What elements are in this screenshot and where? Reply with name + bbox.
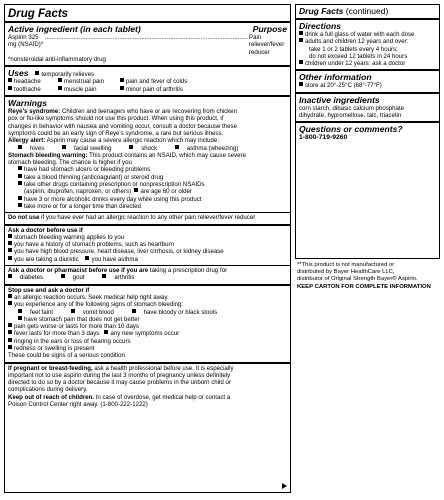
- active-ingredient-row: [8, 34, 287, 56]
- list-item: [8, 234, 287, 241]
- bullet-icon: [8, 338, 12, 342]
- uses-item: [120, 86, 287, 93]
- pregnancy-section: [5, 362, 290, 411]
- warnings-heading: Warnings: [8, 98, 47, 109]
- bullet-icon: [18, 174, 22, 178]
- list-item: [8, 294, 287, 301]
- active-ingredient-section: [5, 21, 290, 65]
- text-line: taking a prescription drug for: [148, 267, 228, 275]
- other-info-heading: Other information: [299, 72, 372, 83]
- bullet-icon: [8, 248, 12, 252]
- text-line: directed to do so by a doctor because it may cause problems in the unborn child or: [8, 379, 231, 387]
- bullet-icon: [299, 60, 303, 64]
- text-line: fever lasts for more than 3 days: [14, 330, 100, 338]
- list-item: [18, 174, 287, 181]
- purpose-value: Pain reliever/fever reducer: [249, 34, 285, 56]
- list-item: [8, 301, 287, 308]
- text-line: facial swelling: [73, 144, 112, 152]
- questions-heading: Questions or comments?: [299, 124, 403, 135]
- text-line: Aspirin may cause a severe allergic reaction which may include:: [45, 137, 220, 145]
- text-line: Stomach bleeding warning:: [8, 151, 88, 159]
- text-line: complications during delivery.: [8, 386, 88, 394]
- bullet-icon: [58, 86, 62, 90]
- list-item: [8, 330, 287, 337]
- list-item: [8, 248, 287, 255]
- list-item: [18, 188, 287, 195]
- text-line: have 3 or more alcoholic drinks every day while using this product: [24, 195, 202, 203]
- text-line: stomach bleeding warning applies to you: [14, 233, 125, 241]
- text-line: KEEP CARTON FOR COMPLETE INFORMATION: [297, 283, 431, 290]
- drug-facts-continued-panel: [295, 4, 440, 259]
- text-span: [8, 274, 287, 281]
- text-line: headache: [14, 78, 41, 86]
- text-line: drink a full glass of water with each dose: [305, 31, 415, 38]
- bullet-icon: [8, 301, 12, 305]
- bullet-icon: [120, 86, 124, 90]
- text-line: Poison Control Center right away. (1-800-222-1222): [8, 401, 148, 409]
- directions-heading: Directions: [299, 21, 342, 31]
- inactive-ingredients-section: [296, 92, 439, 122]
- text-line: distributed by Bayer HealthCare LLC,: [297, 269, 395, 276]
- text-line: asthma (wheezing): [186, 144, 239, 152]
- text-line: vomit blood: [82, 308, 114, 316]
- uses-item: [58, 78, 114, 85]
- text-line: important not to use aspirin during the last 3 months of pregnancy unless definitely: [8, 371, 231, 379]
- text-line: In case of overdose, get medical help or contact a: [94, 393, 231, 401]
- text-span: [8, 267, 287, 274]
- list-item: [8, 345, 287, 352]
- directions-section: [296, 18, 439, 69]
- text-line: Ask a doctor or pharmacist before use if you are: [8, 267, 149, 275]
- text-span: [175, 145, 246, 152]
- bullet-icon: [8, 256, 12, 260]
- bullet-icon: [8, 323, 12, 327]
- text-line: Do not use: [8, 214, 40, 222]
- text-line: stomach bleeding. The chance is higher if you: [8, 159, 132, 167]
- list-item: [18, 196, 287, 203]
- text-line: pain gets worse or lasts for more than 10 days: [14, 323, 139, 331]
- text-line: Keep out of reach of children.: [8, 393, 94, 401]
- text-line: Drug Facts: [299, 6, 344, 16]
- bullet-icon: [120, 78, 124, 82]
- text-line: you have high blood pressure, heart disease, liver cirrhosis, or kidney disease: [14, 248, 224, 256]
- bullet-icon: [35, 71, 39, 75]
- uses-intro: temporarily relieves: [41, 71, 95, 79]
- bullet-icon: [8, 86, 12, 90]
- nsaid-footnote: *nonsteroidal anti-inflammatory drug: [8, 55, 106, 63]
- list-item: [8, 338, 287, 345]
- text-line: an allergic reaction occurs. Seek medical help right away.: [14, 293, 169, 301]
- uses-item: [8, 86, 52, 93]
- drug-facts-panel: [4, 4, 291, 493]
- allergy-alert: [8, 137, 287, 144]
- text-line: you experience any of the following signs of stomach bleeding:: [14, 301, 184, 309]
- text-line: shock: [141, 144, 158, 152]
- other-info-section: [296, 69, 439, 91]
- allergy-symptoms: [8, 145, 287, 152]
- text-line: adults and children 12 years and over:: [305, 38, 409, 46]
- bleeding-signs: [8, 309, 287, 316]
- bullet-icon: [18, 166, 22, 170]
- text-line: changes in behavior with nausea and vomiting occur, consult a doctor because these: [8, 122, 237, 130]
- text-line: redness or swelling is present: [14, 344, 95, 352]
- text-line: you have asthma: [91, 255, 138, 263]
- text-span: [18, 145, 52, 152]
- list-item: [18, 203, 287, 210]
- panel-title: [296, 5, 439, 18]
- list-item: [299, 60, 436, 67]
- text-line: if you have ever had an allergic reaction to any other pain reliever/fever reducer: [39, 214, 256, 222]
- text-line: (aspirin, ibuprofen, naproxen, or others): [24, 188, 132, 196]
- stop-use-note: These could be signs of a serious condition: [8, 352, 125, 360]
- text-span: [129, 145, 165, 152]
- text-line: minor pain of arthritis: [126, 85, 183, 93]
- bullet-icon: [18, 196, 22, 200]
- active-ingredient-name: Aspirin 325 mg (NSAID)*: [8, 34, 44, 49]
- text-span: ........................................................................................................................: [44, 34, 248, 41]
- text-line: you are taking a diuretic: [14, 255, 79, 263]
- bullet-icon: [58, 78, 62, 82]
- text-span: [8, 68, 287, 78]
- text-span: [18, 309, 61, 316]
- inactive-heading: Inactive ingredients: [299, 94, 380, 105]
- purpose-heading: Purpose: [252, 24, 287, 34]
- text-line: This product contains an NSAID, which may cause severe: [87, 151, 246, 159]
- text-line: muscle pain: [64, 85, 97, 93]
- text-line: distributor of Original Strength Bayer® Aspirin.: [297, 276, 418, 283]
- warnings-section: [5, 95, 290, 212]
- stop-use-heading: Stop use and ask a doctor if: [8, 286, 90, 294]
- bullet-icon: [18, 181, 22, 185]
- bleeding-list: [8, 166, 287, 210]
- bullet-icon: [175, 145, 179, 149]
- list-item: [8, 323, 287, 330]
- text-line: symptoms could be an early sign of Reye's syndrome, a rare but serious illness.: [8, 129, 224, 137]
- text-line: have bloody or black stools: [143, 308, 218, 316]
- keep-out-of-reach: [8, 394, 287, 401]
- bullet-icon: [129, 145, 133, 149]
- list-item: [8, 316, 287, 323]
- text-span: [8, 274, 51, 281]
- bullet-icon: [18, 309, 22, 313]
- text-line: diabetes: [20, 274, 44, 282]
- text-span: [71, 309, 122, 316]
- text-line: feel faint: [30, 308, 54, 316]
- text-line: have had stomach ulcers or bleeding problems: [24, 166, 151, 174]
- ask-doctor-heading: Ask a doctor before use if: [8, 226, 83, 234]
- active-ingredient-heading: Active ingredient (in each tablet): [8, 24, 141, 34]
- text-line: gout: [72, 274, 85, 282]
- text-line: arthritis: [114, 274, 135, 282]
- text-line: ringing in the ears or loss of hearing occurs: [14, 337, 131, 345]
- text-line: take a blood thinning (anticoagulant) or steroid drug: [24, 173, 164, 181]
- list-item: [299, 38, 436, 45]
- text-line: (continued): [343, 6, 389, 16]
- bullet-icon: [8, 294, 12, 298]
- text-line: **This product is not manufactured or: [297, 262, 395, 268]
- text-line: any new symptoms occur: [110, 330, 180, 338]
- ask-doctor-section: [5, 224, 290, 265]
- stop-use-section: [5, 284, 290, 362]
- bullet-icon: [8, 241, 12, 245]
- bullet-icon: [61, 274, 65, 278]
- text-line: do not exceed 12 tablets in 24 hours: [309, 52, 408, 60]
- text-line: hives: [30, 144, 45, 152]
- text-line: have stomach pain that does not get better: [24, 315, 140, 323]
- stomach-bleeding-warning: [8, 152, 287, 167]
- do-not-use-section: [5, 212, 290, 223]
- list-item: [8, 241, 287, 248]
- uses-section: [5, 65, 290, 95]
- list-item: [299, 31, 436, 38]
- text-span: [8, 365, 287, 372]
- bullet-icon: [102, 274, 106, 278]
- list-item: [18, 166, 287, 173]
- list-item: [8, 256, 287, 263]
- bullet-icon: [71, 309, 75, 313]
- bullet-icon: [104, 330, 108, 334]
- text-line: take more or for a longer time than directed: [24, 202, 141, 210]
- text-line: menstrual pain: [64, 78, 104, 86]
- text-span: [8, 24, 287, 34]
- text-span: [62, 145, 120, 152]
- bullet-icon: [62, 145, 66, 149]
- ask-pharmacist-section: [5, 265, 290, 284]
- reye-warning: [8, 108, 287, 137]
- phone-number[interactable]: 1-800-719-9260: [299, 134, 348, 142]
- text-line: are age 60 or older: [140, 188, 192, 196]
- panel-title: Drug Facts: [8, 8, 69, 20]
- text-span: [102, 274, 142, 281]
- text-line: ask a health professional before use. It is especially: [92, 364, 234, 372]
- text-line: Children and teenagers who have or are recovering from chicken: [60, 108, 238, 116]
- text-line: corn starch, dibasic calcium phosphate: [299, 104, 405, 112]
- bullet-icon: [299, 38, 303, 42]
- bullet-icon: [134, 188, 138, 192]
- list-item: [18, 181, 287, 188]
- text-line: Allergy alert:: [8, 137, 46, 145]
- bullet-icon: [8, 345, 12, 349]
- text-span: [8, 78, 287, 93]
- manufacturer-footnote: [297, 262, 440, 291]
- text-line: children under 12 years: ask a doctor: [305, 60, 406, 68]
- bullet-icon: [8, 234, 12, 238]
- questions-section: [296, 121, 439, 143]
- text-line: dihydrate, hypromellose, talc, triacetin: [299, 112, 402, 120]
- text-line: Reye's syndrome:: [8, 108, 61, 116]
- text-line: If pregnant or breast-feeding,: [8, 364, 93, 372]
- bullet-icon: [8, 274, 12, 278]
- bullet-icon: [299, 31, 303, 35]
- bullet-icon: [18, 316, 22, 320]
- text-line: store at 20°-25°C (68°-77°F): [305, 82, 382, 90]
- uses-item: [8, 78, 52, 85]
- text-line: take other drugs containing prescription or nonprescription NSAIDs: [24, 181, 205, 189]
- text-span: [132, 309, 226, 316]
- bullet-icon: [132, 309, 136, 313]
- text-line: pain and fever of colds: [126, 78, 188, 86]
- text-span: [61, 274, 93, 281]
- uses-item: [120, 78, 287, 85]
- list-item: [299, 82, 436, 89]
- bullet-icon: [299, 82, 303, 86]
- bullet-icon: [18, 203, 22, 207]
- text-line: pox or flu-like symptoms should not use this product. When using this product, if: [8, 115, 224, 123]
- text-line: you have a history of stomach problems, such as heartburn: [14, 241, 174, 249]
- bullet-icon: [8, 78, 12, 82]
- bullet-icon: [8, 330, 12, 334]
- bullet-icon: [18, 145, 22, 149]
- uses-item: [58, 86, 114, 93]
- text-line: toothache: [14, 85, 41, 93]
- continue-arrow-icon: [282, 483, 287, 489]
- uses-heading: Uses: [8, 68, 29, 79]
- bullet-icon: [85, 256, 89, 260]
- text-line: take 1 or 2 tablets every 4 hours;: [309, 45, 398, 53]
